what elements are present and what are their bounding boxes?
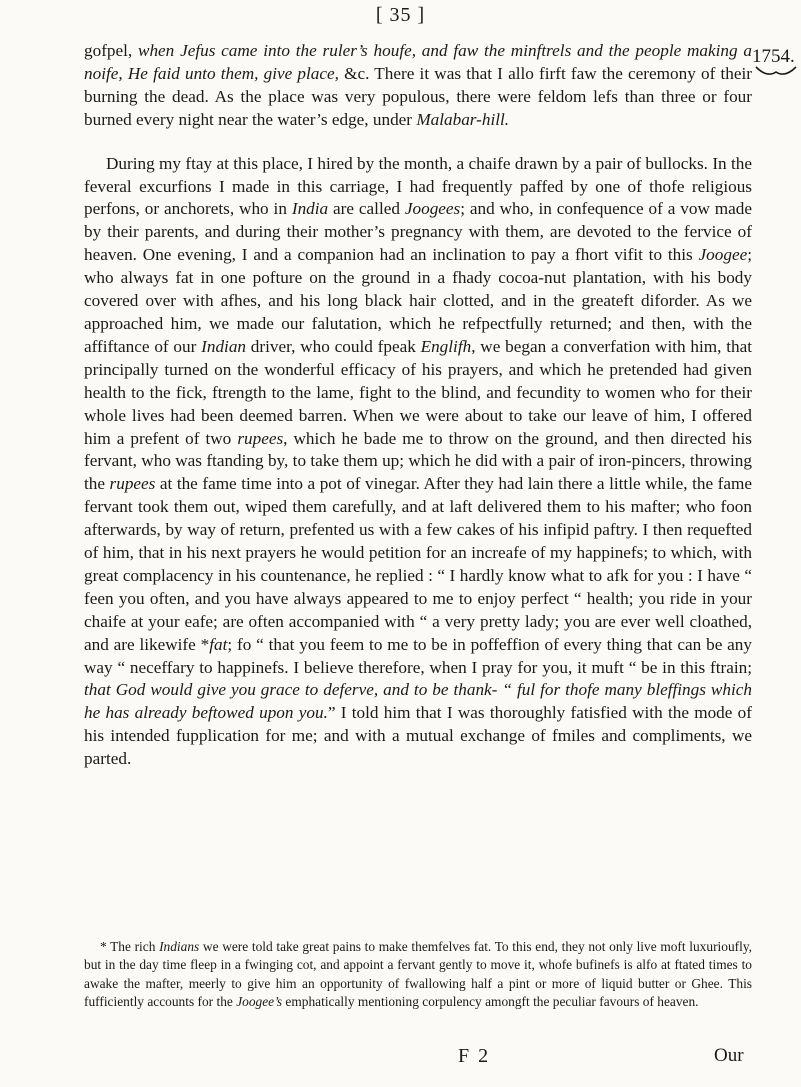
- text-run: * The rich: [100, 939, 160, 954]
- text-run: During my ftay at this place, I hired by the month, a chaife drawn by a pair of bullocks. In the feveral excurfions I made in this carriage, I had frequently paffed by one of thofe religious perfons, or anchorets, who in: [84, 153, 752, 219]
- footnote-text: [84, 938, 752, 1011]
- text-run: gofpel,: [84, 41, 138, 60]
- italic-run: rupees: [109, 474, 156, 494]
- margin-year: 1754.: [752, 46, 795, 67]
- text-run: at the fame time into a pot of vinegar. After they had lain there a little while, the fame fervant took them out, wiped them carefully, and at laft delivered them to his mafter; who foon afterwards, by way of return, prefented us with a few cakes of his infipid paftry. I then requefted of him, that in his next prayers he would petition for an increafe of my happinefs; to which, with great complacency in his countenance, he replied : “ I hardly know what to afk for you : I have “ feen you often, and you have always appeared to me to enjoy perfect “ health; you ride in your chaife at your eafe; are often accompanied with “ a very pretty lady; you are ever well cloathed, and are likewife *: [84, 474, 753, 654]
- text-run: ; who always fat in one pofture on the ground in a fhady cocoa-nut plantation, with his body covered over with afhes, and his long black hair clotted, and in the greateft diforder. As we approached him, we made our falutation, which he refpectfully returned; and then, with the affiftance of our: [84, 245, 752, 356]
- paragraph-1: [84, 40, 752, 132]
- text-run: , we began a converfation with him, that principally turned on the wonderful efficacy of his prayers, and which he pretended had given health to the fick, ftrength to the lame, fight to the blind, and fecundity to women who for their whole lives had been deemed barren. When we were about to take our leave of him, I offered him a prefent of two: [84, 336, 752, 448]
- text-run: driver, who could fpeak: [246, 336, 421, 356]
- italic-run: that God would give you grace to deferve, and to be thank- “ ful for thofe many bleffings which he has already beftowed upon you.: [84, 680, 752, 723]
- catchword: Our: [714, 1045, 744, 1066]
- text-run: are called: [328, 199, 405, 219]
- text-run: we were told take great pains to make themfelves fat. To this end, they not only live moft luxurioufly, but in the day time fleep in a fwinging cot, and appoint a fervant gently to move it, whofe bufinefs is alfo at ftated times to awake the mafter, meerly to give him an opportunity of fwallowing half a pint or more of liquid butter or Ghee. This fufficiently accounts for the: [84, 939, 753, 1009]
- italic-run: Indians: [159, 939, 200, 954]
- italic-run: Malabar-hill.: [416, 109, 510, 129]
- italic-run: Joogees: [404, 199, 461, 219]
- paragraph-2: [84, 153, 752, 771]
- page-number: [ 35 ]: [375, 4, 426, 26]
- italic-run: Englifh: [420, 336, 472, 356]
- italic-run: Joogee: [698, 245, 748, 265]
- italic-run: rupees: [237, 428, 284, 448]
- italic-run: Joogee’s: [236, 993, 283, 1009]
- text-run: emphatically mentioning corpulency amongft the peculiar favours of heaven.: [282, 993, 699, 1009]
- body-text: [84, 40, 752, 771]
- margin-brace-mark: [755, 64, 797, 80]
- text-run: &c. There it was that I allo firft faw the ceremony of their burning the dead. As the place was very populous, there were feldom lefs than three or four burned every night near the water’s edge, under: [84, 63, 752, 129]
- italic-run: when Jefus came into the ruler’s houfe, and faw the minftrels and the people making a noife, He faid unto them, give place,: [84, 41, 752, 83]
- italic-run: India: [291, 199, 329, 219]
- text-run: ; and who, in confequence of a vow made by their parents, and during their mother’s pregnancy with them, are devoted to the fervice of heaven. One evening, I and a companion had an inclination to pay a fhort vifit to this: [84, 199, 752, 265]
- text-run: , which he bade me to throw on the ground, and then directed his fervant, who was ftanding by, to take them up; which he did with a pair of iron-pincers, throwing the: [84, 428, 753, 494]
- footnote: [84, 938, 752, 1011]
- text-run: ; fo “ that you feem to me to be in poffeffion of every thing that can be any way “ neceffary to happinefs. I believe therefore, when I pray for you, it muft “ be in this ftrain;: [84, 634, 752, 677]
- italic-run: Indian: [201, 336, 247, 356]
- text-run: ” I told him that I was thoroughly fatisfied with the mode of his intended fupplication for me; and with a mutual exchange of fmiles and compliments, we parted.: [84, 703, 752, 769]
- signature-mark: F 2: [458, 1045, 491, 1067]
- italic-run: fat: [209, 634, 228, 654]
